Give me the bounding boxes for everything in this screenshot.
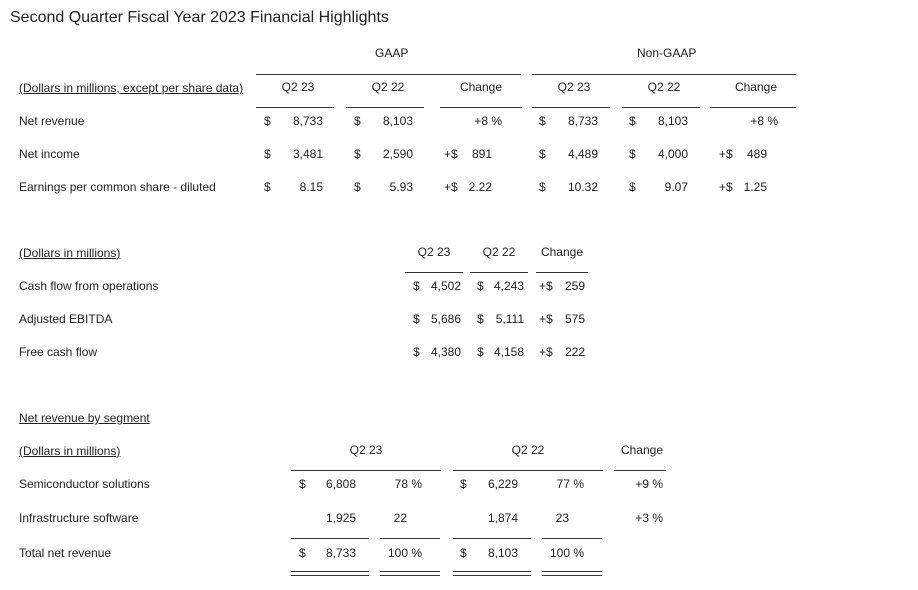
gaap-q2-22-value: 5.93: [389, 180, 413, 194]
q2-22-percent: 77 %: [556, 477, 584, 491]
gaap-q2-22-value: 2,590: [382, 147, 413, 161]
col-q2-22: Q2 22: [511, 443, 545, 457]
row-label: Cash flow from operations: [19, 279, 159, 293]
change-symbol: +$: [719, 180, 733, 194]
currency-symbol: $: [460, 477, 467, 491]
subtotal-rule: [542, 538, 602, 539]
currency-symbol: $: [299, 546, 306, 560]
nongaap-col-q2-23: Q2 23: [557, 80, 591, 94]
q2-22-value: 5,111: [495, 312, 524, 326]
change-value: +9 %: [635, 477, 663, 491]
table2-unit-label: (Dollars in millions): [19, 246, 121, 260]
gaap-q2-23-value: 8,733: [292, 114, 323, 128]
gaap-col-change: Change: [459, 80, 503, 94]
gaap-q2-23-value: 3,481: [292, 147, 323, 161]
change-symbol: +$: [539, 312, 553, 326]
nongaap-q2-22-value: 8,103: [657, 114, 688, 128]
total-double-rule: [453, 571, 531, 576]
table-row: [0, 511, 918, 527]
total-double-rule: [542, 571, 602, 576]
col-rule: [256, 107, 334, 108]
currency-symbol: $: [629, 147, 636, 161]
subtotal-rule: [291, 538, 369, 539]
row-label: Total net revenue: [19, 546, 112, 560]
currency-symbol: $: [413, 345, 420, 359]
col-rule: [291, 470, 441, 471]
q2-23-value: 6,808: [325, 477, 356, 491]
subtotal-rule: [453, 538, 531, 539]
row-label: Semiconductor solutions: [19, 477, 150, 491]
currency-symbol: $: [264, 147, 271, 161]
change-symbol: +$: [539, 345, 553, 359]
table3-unit-label: (Dollars in millions): [19, 444, 121, 458]
currency-symbol: $: [477, 279, 484, 293]
change-symbol: +$: [444, 180, 458, 194]
q2-23-percent: 78 %: [394, 477, 422, 491]
table-row: [0, 345, 918, 361]
row-label: Adjusted EBITDA: [19, 312, 113, 326]
change-symbol: +$: [444, 147, 458, 161]
currency-symbol: $: [539, 114, 546, 128]
nongaap-change-value: 489: [746, 147, 767, 161]
gaap-group-header: GAAP: [375, 46, 409, 60]
total-double-rule: [380, 571, 440, 576]
gaap-change-value: 2.22: [468, 180, 492, 194]
table-row: [0, 546, 918, 562]
q2-23-value: 8,733: [325, 546, 356, 560]
q2-22-value: 8,103: [487, 546, 518, 560]
col-rule: [710, 107, 796, 108]
currency-symbol: $: [477, 345, 484, 359]
total-double-rule: [291, 571, 369, 576]
col-rule: [470, 272, 528, 273]
q2-22-value: 1,874: [487, 511, 518, 525]
gaap-change-value: +8 %: [474, 114, 502, 128]
q2-23-value: 4,502: [430, 279, 461, 293]
gaap-q2-23-value: 8.15: [299, 180, 323, 194]
nongaap-q2-23-value: 4,489: [567, 147, 598, 161]
currency-symbol: $: [354, 114, 361, 128]
row-label: Earnings per common share - diluted: [19, 180, 216, 194]
table-row: [0, 477, 918, 493]
col-q2-22: Q2 22: [482, 245, 516, 259]
col-rule: [532, 107, 610, 108]
gaap-col-q2-23: Q2 23: [281, 80, 315, 94]
currency-symbol: $: [413, 312, 420, 326]
table-row: [0, 279, 918, 295]
currency-symbol: $: [264, 114, 271, 128]
nongaap-col-change: Change: [734, 80, 778, 94]
change-symbol: +$: [719, 147, 733, 161]
currency-symbol: $: [539, 147, 546, 161]
change-symbol: +$: [539, 279, 553, 293]
currency-symbol: $: [460, 546, 467, 560]
q2-22-percent: 23: [555, 511, 569, 525]
gaap-change-value: 891: [471, 147, 492, 161]
nongaap-q2-22-value: 4,000: [657, 147, 688, 161]
table-row: [0, 312, 918, 328]
q2-23-percent: 100 %: [387, 546, 422, 560]
nongaap-group-header: Non-GAAP: [637, 46, 697, 60]
col-rule: [622, 107, 700, 108]
col-change: Change: [620, 443, 664, 457]
row-label: Free cash flow: [19, 345, 98, 359]
nongaap-col-q2-22: Q2 22: [647, 80, 681, 94]
gaap-col-q2-22: Q2 22: [371, 80, 405, 94]
q2-22-percent: 100 %: [549, 546, 584, 560]
gaap-header-rule: [256, 74, 521, 75]
table-row: [0, 114, 918, 130]
nongaap-q2-23-value: 8,733: [567, 114, 598, 128]
q2-23-percent: 22: [393, 511, 407, 525]
table1-unit-label: (Dollars in millions, except per share data): [19, 81, 244, 95]
q2-23-value: 1,925: [325, 511, 356, 525]
nongaap-change-value: 1.25: [743, 180, 767, 194]
section-label: Net revenue by segment: [19, 411, 150, 425]
q2-23-value: 4,380: [430, 345, 461, 359]
currency-symbol: $: [299, 477, 306, 491]
col-change: Change: [540, 245, 584, 259]
col-rule: [440, 107, 522, 108]
subtotal-rule: [380, 538, 440, 539]
currency-symbol: $: [354, 180, 361, 194]
row-label: Net income: [19, 147, 80, 161]
currency-symbol: $: [264, 180, 271, 194]
col-q2-23: Q2 23: [349, 443, 383, 457]
q2-22-value: 4,243: [493, 279, 524, 293]
nongaap-change-value: +8 %: [750, 114, 778, 128]
col-rule: [614, 470, 666, 471]
currency-symbol: $: [354, 147, 361, 161]
q2-22-value: 6,229: [487, 477, 518, 491]
row-label: Net revenue: [19, 114, 85, 128]
nongaap-q2-23-value: 10.32: [567, 180, 598, 194]
change-value: 222: [564, 345, 585, 359]
currency-symbol: $: [539, 180, 546, 194]
row-label: Infrastructure software: [19, 511, 139, 525]
col-rule: [453, 470, 603, 471]
col-q2-23: Q2 23: [417, 245, 451, 259]
q2-22-value: 4,158: [493, 345, 524, 359]
q2-23-value: 5,686: [430, 312, 461, 326]
table-row: [0, 180, 918, 196]
col-rule: [536, 272, 588, 273]
table-row: [0, 147, 918, 163]
currency-symbol: $: [629, 180, 636, 194]
nongaap-q2-22-value: 9.07: [664, 180, 688, 194]
col-rule: [405, 272, 463, 273]
currency-symbol: $: [413, 279, 420, 293]
nongaap-header-rule: [532, 74, 796, 75]
change-value: +3 %: [635, 511, 663, 525]
change-value: 575: [564, 312, 585, 326]
col-rule: [346, 107, 424, 108]
currency-symbol: $: [629, 114, 636, 128]
change-value: 259: [564, 279, 585, 293]
page-title: Second Quarter Fiscal Year 2023 Financial Highlights: [10, 9, 389, 26]
gaap-q2-22-value: 8,103: [382, 114, 413, 128]
currency-symbol: $: [477, 312, 484, 326]
